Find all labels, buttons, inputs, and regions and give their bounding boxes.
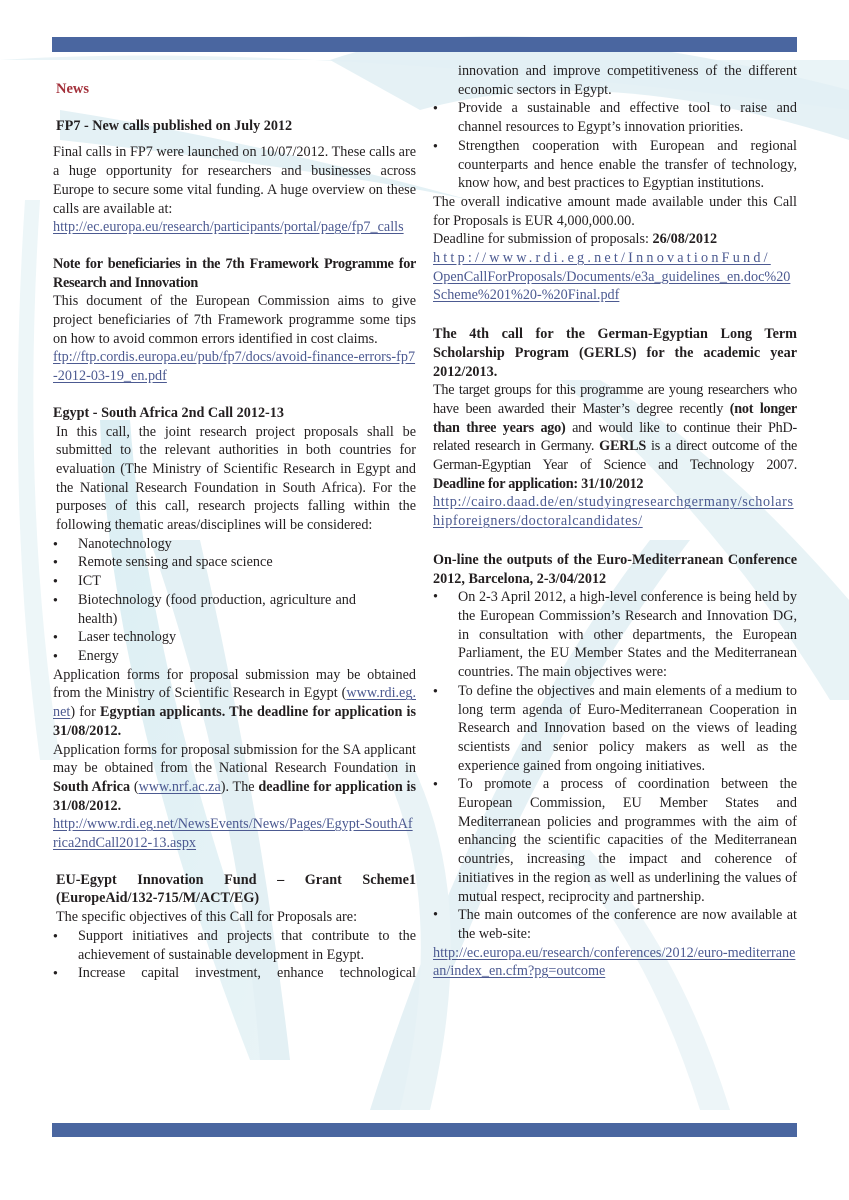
- bullet-icon: ●: [53, 968, 58, 978]
- bullet-icon: ●: [53, 594, 58, 604]
- bullet-icon: ●: [433, 685, 438, 695]
- objectives-list: [53, 927, 416, 983]
- list-item: innovation and improve competitiveness of the different economic sectors in Egypt.: [458, 63, 797, 98]
- article-title: On-line the outputs of the Euro-Mediterranean Conference 2012, Barcelona, 2-3/04/2012: [433, 551, 797, 587]
- list-item: ● Nanotechnology: [53, 535, 172, 552]
- article-title: EU-Egypt Innovation Fund – Grant Scheme1 (EuropeAid/132-715/M/ACT/EG): [56, 871, 416, 907]
- bullet-icon: ●: [53, 650, 58, 660]
- deadline-line: Deadline for submission of proposals: 26/08/2012: [433, 231, 718, 248]
- article-title: The 4th call for the German-Egyptian Long Term Scholarship Program (GERLS) for the academic year 2012/2013.: [433, 326, 797, 380]
- left-column: [53, 80, 416, 983]
- amount-paragraph: The overall indicative amount made available under this Call for Proposals is EUR 4,000,000.00.: [433, 193, 797, 229]
- objectives-list-continued: [433, 62, 797, 193]
- list-item: ● Provide a sustainable and effective tool to raise and channel resources to Egypt’s innovation priorities.: [433, 100, 797, 136]
- fp7-calls-link[interactable]: http://ec.europa.eu/research/participants/portal/page/fp7_calls: [53, 219, 404, 236]
- bullet-icon: •: [433, 907, 438, 924]
- list-item: ● Remote sensing and space science: [53, 554, 273, 571]
- innovation-fund-guidelines-link-block: [433, 249, 797, 305]
- bullet-icon: ●: [53, 576, 58, 586]
- article-gerls-scholarship: [433, 325, 797, 531]
- article-body: Final calls in FP7 were launched on 10/07/2012. These calls are a huge opportunity for researchers and businesses across Europe to secure some vital funding. A huge overview on these calls are available at:: [53, 144, 416, 217]
- rdi-website-link[interactable]: www.rdi.eg.net: [53, 685, 416, 721]
- daad-scholarship-link[interactable]: http://cairo.daad.de/en/studyingresearchgermany/scholarshipforeigners/doctoralcandidates/: [433, 494, 794, 530]
- bullet-icon: ●: [433, 779, 438, 789]
- list-item: ● Laser technology: [53, 629, 177, 646]
- right-column: [433, 62, 797, 981]
- list-item: ● Strengthen cooperation with European and regional counterparts and hence enable the transfer of technology, know how, and best practices to Egyptian institutions.: [433, 137, 797, 192]
- article-intro: The specific objectives of this Call for Proposals are:: [56, 909, 358, 926]
- article-title: FP7 - New calls published on July 2012: [56, 117, 293, 134]
- bullet-icon: ●: [53, 538, 58, 548]
- thematic-areas-list: [53, 535, 416, 666]
- article-body: This document of the European Commission aims to give project beneficiaries of 7th Framework programme some tips on how to avoid common errors identified in cost claims.: [53, 293, 416, 347]
- list-item: ● Biotechnology (food production, agriculture and health): [53, 591, 356, 627]
- section-label-news: News: [56, 81, 90, 97]
- footer-bar: [52, 1123, 797, 1137]
- euromed-outcome-link[interactable]: http://ec.europa.eu/research/conferences/2012/euro-mediterranean/index_en.cfm?pg=outcome: [433, 944, 796, 980]
- egypt-sa-call-link[interactable]: http://www.rdi.eg.net/NewsEvents/News/Pages/Egypt-SouthAfrica2ndCall2012-13.aspx: [53, 816, 413, 852]
- list-item: • The main outcomes of the conference are now available at the web-site:: [433, 907, 797, 942]
- article-fp7-beneficiaries-note: [53, 255, 416, 386]
- article-title: Note for beneficiaries in the 7th Framework Programme for Research and Innovation: [53, 255, 416, 291]
- list-item: ● Increase capital investment, enhance technological: [53, 965, 416, 982]
- list-item: ● ICT: [53, 573, 101, 590]
- bullet-icon: ●: [53, 632, 58, 642]
- nrf-website-link[interactable]: www.nrf.ac.za: [138, 778, 221, 795]
- article-egypt-south-africa-call: [53, 404, 416, 853]
- article-intro: In this call, the joint research project proposals shall be submitted to the relevant authorities in both countries for evaluation (The Ministry of Scientific Research in Egypt and the National Research Foundation in South Africa). For the purposes of this call, research projects falling within the following thematic areas/disciplines will be considered:: [56, 423, 416, 534]
- header-bar: [52, 37, 797, 52]
- article-body: The target groups for this programme are young researchers who have been awarded their Master’s degree recently (not longer than three years ago) and would like to continue their PhD-related research in Germany. GERLS is a direct outcome of the German-Egyptian Year of Science and Technology 2007. Deadline for application: 31/10/2012: [433, 382, 797, 492]
- bullet-icon: ●: [53, 930, 58, 940]
- list-item: ● To define the objectives and main elements of a medium to long term agenda of Euro-Mediterranean Cooperation in Research and Innovation based on the views of leading scientists and senior policy makers as well as the experience gained from ongoing initiatives.: [433, 682, 797, 774]
- sa-application-paragraph: Application forms for proposal submission for the SA applicant may be obtained from the National Research Foundation in South Africa (www.nrf.ac.za). The deadline for application is 31/08/2012.: [53, 741, 416, 814]
- list-item: • On 2-3 April 2012, a high-level conference is being held by the European Commission’s Research and Innovation DG, in consultation with other departments, the European Parliament, the EU Member States and the Mediterranean countries. The main objectives were:: [433, 589, 797, 681]
- list-item: ● Energy: [53, 647, 119, 664]
- egypt-application-paragraph: Application forms for proposal submission may be obtained from the Ministry of Scientific Research in Egypt (www.rdi.eg.net) for Egyptian applicants. The deadline for application is 31/08/2012.: [53, 666, 416, 739]
- article-eu-egypt-innovation-fund-continued: [433, 62, 797, 305]
- bullet-icon: ●: [433, 103, 438, 113]
- bullet-icon: •: [433, 589, 438, 606]
- list-item: ● Support initiatives and projects that contribute to the achievement of sustainable development in Egypt.: [53, 927, 416, 963]
- avoid-finance-errors-link[interactable]: ftp://ftp.cordis.europa.eu/pub/fp7/docs/avoid-finance-errors-fp7-2012-03-19_en.pdf: [53, 349, 416, 385]
- list-item: ● To promote a process of coordination between the European Commission, EU Member States and Mediterranean policies and programmes with the aim of enhancing the scientific capacities of the Mediterranean countries, increasing the impact and coherence of initiatives in the region as well as underlining the values of mutual respect, reciprocity and partnership.: [433, 776, 797, 905]
- bullet-icon: ●: [433, 140, 438, 150]
- conference-list: [433, 588, 797, 943]
- article-title: Egypt - South Africa 2nd Call 2012-13: [53, 404, 284, 421]
- bullet-icon: ●: [53, 557, 58, 567]
- innovation-fund-guidelines-link[interactable]: http://www.rdi.eg.net/InnovationFund/: [433, 250, 771, 267]
- article-euro-mediterranean-conference: [433, 551, 797, 981]
- article-fp7-calls: [53, 117, 416, 237]
- article-eu-egypt-innovation-fund: [53, 871, 416, 983]
- innovation-fund-guidelines-link-cont[interactable]: OpenCallForProposals/Documents/e3a_guidelines_en.doc%20Scheme%201%20-%20Final.pdf: [433, 268, 791, 304]
